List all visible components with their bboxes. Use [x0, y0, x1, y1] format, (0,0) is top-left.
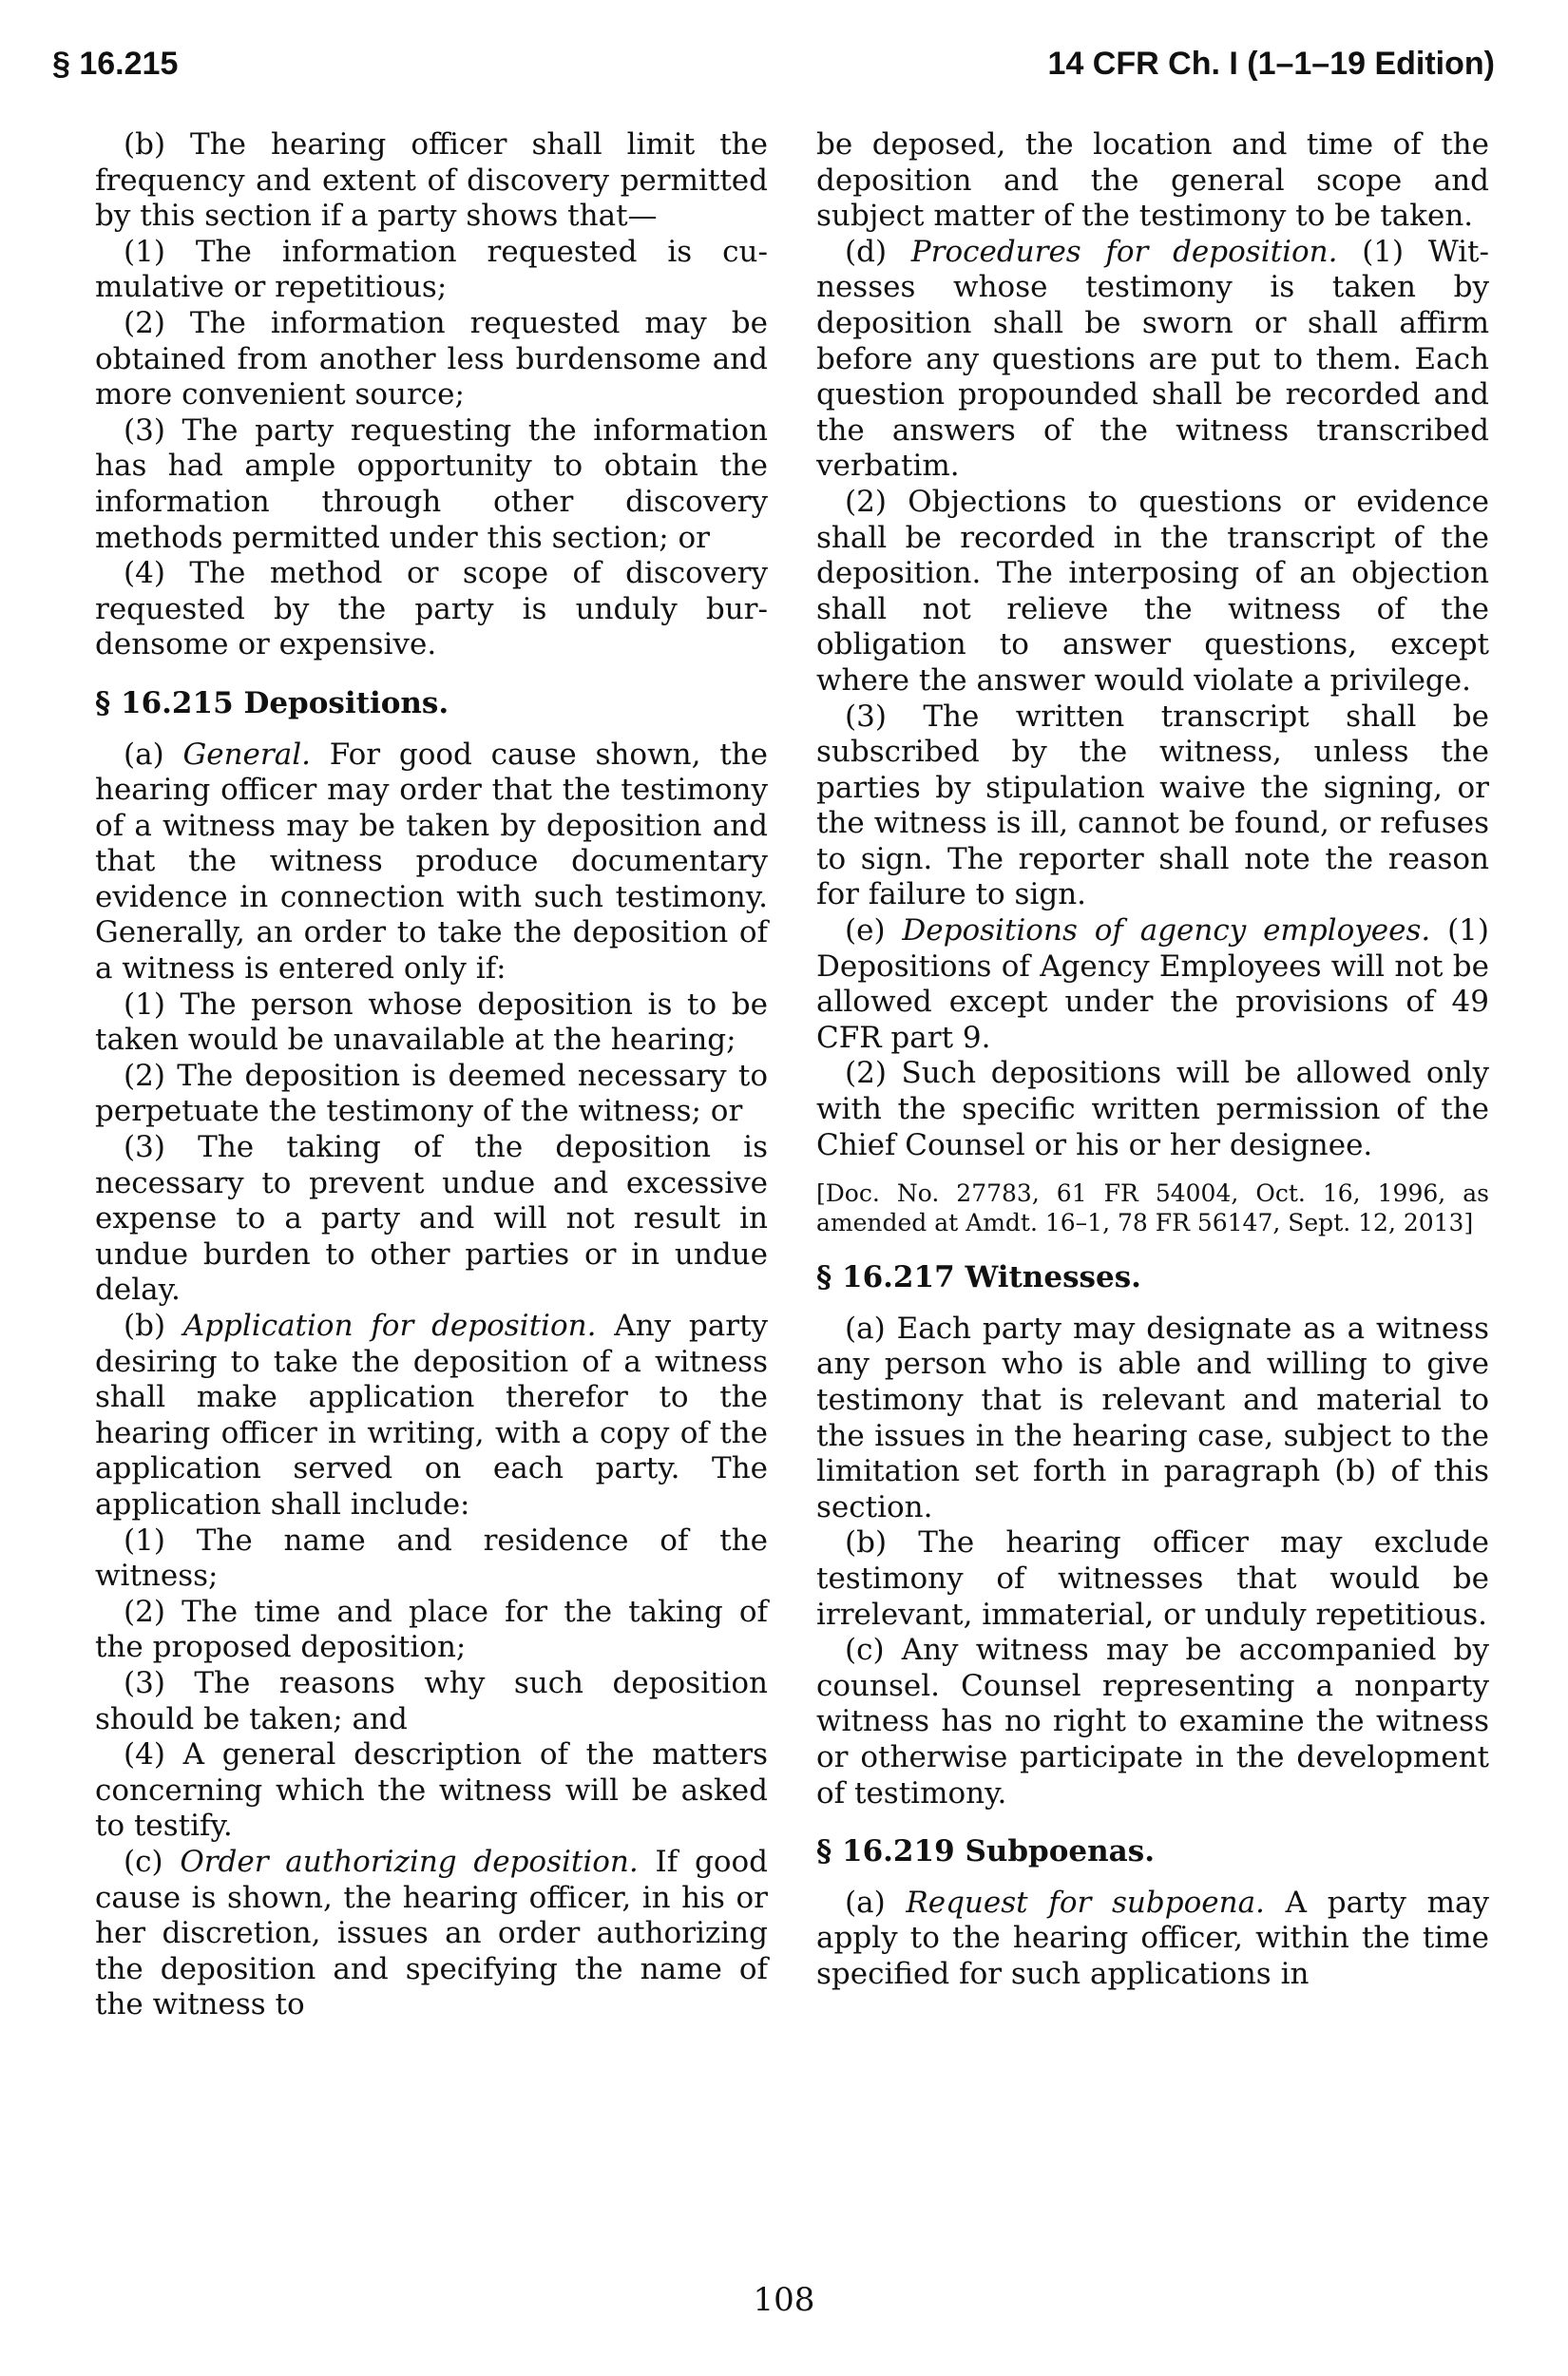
- paragraph: (b) The hearing officer shall limit the frequency and extent of discovery permitted by this section if a party shows that—: [95, 127, 768, 234]
- paragraph: [95, 1845, 768, 2023]
- paragraph-text: Any party desiring to take the deposition of a witness shall make application therefor to the hearing officer in writing, with a copy of the application served on each party. The application shall include:: [95, 1309, 768, 1522]
- paragraph: (4) The method or scope of discovery requested by the party is unduly burdensome or expensive.: [95, 556, 768, 662]
- source-citation: [Doc. No. 27783, 61 FR 54004, Oct. 16, 1996, as amended at Amdt. 16–1, 78 FR 56147, Sept. 12, 2013]: [816, 1179, 1489, 1237]
- paragraph-heading: Depositions of agency employees.: [902, 913, 1431, 948]
- paragraph: (3) The reasons why such deposition should be taken; and: [95, 1665, 768, 1736]
- paragraph: (1) The person whose deposition is to be taken would be unavailable at the hearing;: [95, 987, 768, 1058]
- paragraph-text: A party may apply to the hearing officer, within the time specified for such applications in: [816, 1885, 1489, 1991]
- section-heading: § 16.219 Subpoenas.: [816, 1834, 1155, 1869]
- paragraph: [816, 235, 1489, 485]
- paragraph-heading: General.: [182, 737, 311, 772]
- header-edition: 14 CFR Ch. I (1–1–19 Edition): [1047, 46, 1495, 82]
- paragraph-label: (b): [124, 1309, 183, 1343]
- paragraph: (c) Any witness may be accompanied by counsel. Counsel representing a nonparty witness has no right to examine the witness or otherwise participate in the development of testimony.: [816, 1633, 1489, 1811]
- paragraph-continuation: be deposed, the location and time of the deposition and the general scope and subject matter of the testimony to be taken.: [816, 127, 1489, 234]
- paragraph: [95, 1309, 768, 1523]
- page-header: [52, 46, 1495, 93]
- paragraph: (a) Each party may designate as a witness any person who is able and willing to give testimony that is relevant and material to the issues in the hearing case, subject to the limitation set forth in paragraph (b) of this section.: [816, 1311, 1489, 1524]
- header-section-ref: § 16.215: [52, 46, 179, 82]
- paragraph: (1) The information requested is cumulative or repetitious;: [95, 234, 768, 305]
- paragraph-text: If good cause is shown, the hearing officer, in his or her discretion, issues an order authorizing the deposition and specifying the name of the witness to: [95, 1844, 769, 2022]
- paragraph-label: (a): [124, 737, 183, 772]
- paragraph: (2) Such depositions will be allowed only with the specific written permission of the Chief Counsel or his or her designee.: [816, 1056, 1489, 1162]
- paragraph: (2) The time and place for the taking of the proposed deposition;: [95, 1594, 768, 1665]
- paragraph: (2) Objections to questions or evidence shall be recorded in the transcript of the deposition. The interposing of an objection shall not relieve the witness of the obligation to answer questions, except where the answer would violate a privilege.: [816, 484, 1489, 698]
- paragraph: [95, 738, 768, 987]
- paragraph: (3) The written transcript shall be subscribed by the witness, unless the parties by stipulation waive the signing, or the witness is ill, cannot be found, or refuses to sign. The reporter shall note the reason for failure to sign.: [816, 699, 1489, 912]
- paragraph-heading: Request for subpoena.: [906, 1885, 1265, 1920]
- left-column: [95, 127, 768, 2023]
- paragraph-label: (d): [845, 234, 911, 269]
- paragraph: [816, 1886, 1489, 1993]
- paragraph: (3) The party requesting the information has had ample opportunity to obtain the information through other discovery methods permitted under this section; or: [95, 412, 768, 555]
- paragraph-label: (c): [124, 1844, 181, 1879]
- paragraph: (b) The hearing officer may exclude testimony of witnesses that would be irrelevant, immaterial, or unduly repetitious.: [816, 1525, 1489, 1632]
- paragraph-text: (1) Depositions of Agency Employees will not be allowed except under the provisions of 49 CFR part 9.: [816, 913, 1489, 1055]
- paragraph: (1) The name and residence of the witness;: [95, 1523, 768, 1594]
- paragraph-text: For good cause shown, the hearing officer may order that the testimony of a witness may be taken by deposition and that the witness produce documentary evidence in connection with such testimony. Generally, an order to take the deposition of a witness is entered only if:: [95, 737, 768, 987]
- paragraph: [816, 913, 1489, 1056]
- section-heading: § 16.217 Witnesses.: [816, 1260, 1141, 1295]
- paragraph: (2) The deposition is deemed necessary to perpetuate the testimony of the witness; or: [95, 1058, 768, 1129]
- paragraph-label: (e): [845, 913, 903, 948]
- paragraph-heading: Order authorizing deposition.: [180, 1844, 639, 1879]
- section-heading: § 16.215 Depositions.: [95, 685, 449, 720]
- paragraph-heading: Procedures for deposition.: [910, 234, 1338, 269]
- paragraph-text: (1) Witnesses whose testimony is taken by deposition shall be sworn or shall affirm before any questions are put to them. Each question propounded shall be recorded and the answers of the witness transcribed verbatim.: [816, 234, 1489, 484]
- paragraph: (4) A general description of the matters concerning which the witness will be asked to testify.: [95, 1737, 768, 1844]
- paragraph-label: (a): [845, 1885, 907, 1920]
- paragraph-heading: Application for deposition.: [182, 1309, 597, 1343]
- paragraph: (3) The taking of the deposition is necessary to prevent undue and excessive expense to a party and will not result in undue burden to other parties or in undue delay.: [95, 1130, 768, 1308]
- paragraph: (2) The information requested may be obtained from another less burdensome and more convenient source;: [95, 305, 768, 412]
- right-column: [816, 127, 1489, 1993]
- page-number: 108: [753, 2281, 815, 2319]
